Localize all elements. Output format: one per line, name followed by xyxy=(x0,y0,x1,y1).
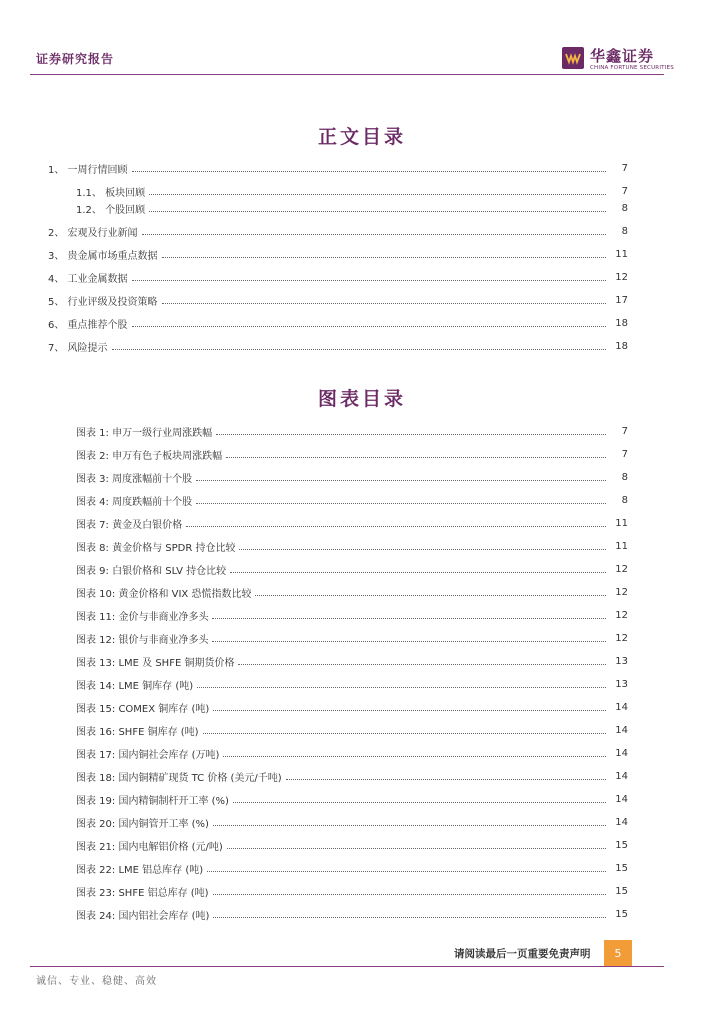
toc-entry-page: 12 xyxy=(615,586,628,598)
toc-entry-label: 图表 21: 国内电解铝价格 (元/吨) xyxy=(76,841,223,853)
toc-entry[interactable] xyxy=(76,468,628,486)
toc-entry[interactable] xyxy=(48,159,628,177)
toc-entry-label: 图表 1: 申万一级行业周涨跌幅 xyxy=(76,427,213,439)
toc-leader-dots xyxy=(227,848,606,849)
toc-entry[interactable] xyxy=(76,905,628,923)
toc-leader-dots xyxy=(186,526,606,527)
toc-leader-dots xyxy=(213,710,606,711)
toc-entry-page: 7 xyxy=(621,162,628,174)
toc-entry-page: 12 xyxy=(615,632,628,644)
toc-entry-page: 7 xyxy=(621,448,628,460)
toc-entry[interactable] xyxy=(76,491,628,509)
toc-leader-dots xyxy=(196,503,606,504)
toc-entry-label: 图表 18: 国内铜精矿现货 TC 价格 (美元/千吨) xyxy=(76,772,282,784)
toc-leader-dots xyxy=(213,917,606,918)
toc-entry-label: 图表 22: LME 铝总库存 (吨) xyxy=(76,864,204,876)
toc-leader-dots xyxy=(238,664,606,665)
toc-leader-dots xyxy=(213,825,606,826)
toc-entry-label: 1.2、 个股回顾 xyxy=(76,204,146,216)
toc-entry-page: 8 xyxy=(621,202,628,214)
toc-entry-label: 图表 7: 黄金及白银价格 xyxy=(76,519,183,531)
toc-entry-label: 3、 贵金属市场重点数据 xyxy=(48,250,158,262)
toc-leader-dots xyxy=(162,257,606,258)
toc-leader-dots xyxy=(223,756,606,757)
toc-entry[interactable] xyxy=(76,422,628,440)
toc-entry[interactable] xyxy=(76,537,628,555)
toc-entry-page: 14 xyxy=(615,724,628,736)
toc-leader-dots xyxy=(239,549,606,550)
figure-toc-title: 图表目录 xyxy=(317,388,406,410)
toc-entry-label: 图表 14: LME 铜库存 (吨) xyxy=(76,680,194,692)
toc-entry-label: 图表 16: SHFE 铜库存 (吨) xyxy=(76,726,199,738)
toc-leader-dots xyxy=(197,687,606,688)
toc-entry[interactable] xyxy=(76,675,628,693)
toc-leader-dots xyxy=(255,595,606,596)
toc-entry-label: 图表 24: 国内铝社会库存 (吨) xyxy=(76,910,210,922)
toc-entry-label: 图表 4: 周度跌幅前十个股 xyxy=(76,496,193,508)
toc-leader-dots xyxy=(226,457,606,458)
toc-leader-dots xyxy=(233,802,606,803)
toc-entry-label: 图表 17: 国内铜社会库存 (万吨) xyxy=(76,749,220,761)
toc-entry[interactable] xyxy=(76,859,628,877)
toc-entry-label: 图表 20: 国内铜管开工率 (%) xyxy=(76,818,209,830)
toc-entry-page: 13 xyxy=(615,678,628,690)
footer-strip xyxy=(392,940,632,966)
toc-entry-label: 图表 11: 金价与非商业净多头 xyxy=(76,611,209,623)
toc-entry-page: 8 xyxy=(621,471,628,483)
toc-leader-dots xyxy=(212,641,606,642)
toc-entry-page: 13 xyxy=(615,655,628,667)
toc-leader-dots xyxy=(196,480,606,481)
logo-mark-icon xyxy=(562,47,584,69)
toc-leader-dots xyxy=(203,733,606,734)
toc-entry[interactable] xyxy=(76,445,628,463)
header-divider xyxy=(30,74,664,75)
footer-divider xyxy=(30,966,664,967)
toc-leader-dots xyxy=(132,326,606,327)
toc-leader-dots xyxy=(213,894,606,895)
toc-entry-page: 14 xyxy=(615,770,628,782)
toc-entry-page: 14 xyxy=(615,701,628,713)
toc-entry[interactable] xyxy=(48,314,628,332)
toc-entry[interactable] xyxy=(76,514,628,532)
toc-entry-page: 18 xyxy=(615,317,628,329)
toc-entry-label: 图表 10: 黄金价格和 VIX 恐慌指数比较 xyxy=(76,588,252,600)
toc-entry-page: 17 xyxy=(615,294,628,306)
toc-entry-page: 15 xyxy=(615,908,628,920)
toc-entry-page: 14 xyxy=(615,816,628,828)
toc-entry-label: 7、 风险提示 xyxy=(48,342,108,354)
footer-motto: 诚信、专业、稳健、高效 xyxy=(36,976,157,987)
company-logo xyxy=(562,44,674,72)
toc-leader-dots xyxy=(112,349,606,350)
toc-entry-page: 15 xyxy=(615,862,628,874)
toc-entry-label: 图表 9: 白银价格和 SLV 持仓比较 xyxy=(76,565,227,577)
disclaimer-notice: 请阅读最后一页重要免责声明 xyxy=(454,948,591,960)
toc-entry-label: 2、 宏观及行业新闻 xyxy=(48,227,138,239)
toc-leader-dots xyxy=(162,303,606,304)
toc-entry-page: 18 xyxy=(615,340,628,352)
toc-entry-page: 12 xyxy=(615,271,628,283)
toc-leader-dots xyxy=(212,618,606,619)
toc-leader-dots xyxy=(132,171,606,172)
toc-entry-label: 4、 工业金属数据 xyxy=(48,273,128,285)
toc-entry-page: 11 xyxy=(615,517,628,529)
toc-leader-dots xyxy=(142,234,606,235)
toc-entry[interactable] xyxy=(76,790,628,808)
logo-text-en: CHINA FORTUNE SECURITIES xyxy=(590,65,674,71)
toc-entry-page: 15 xyxy=(615,885,628,897)
report-type-label: 证券研究报告 xyxy=(36,52,115,66)
toc-entry[interactable] xyxy=(76,813,628,831)
toc-entry-label: 图表 2: 申万有色子板块周涨跌幅 xyxy=(76,450,223,462)
toc-entry-label: 图表 19: 国内精铜制杆开工率 (%) xyxy=(76,795,229,807)
toc-entry-page: 7 xyxy=(621,425,628,437)
toc-entry[interactable] xyxy=(76,721,628,739)
toc-entry-page: 8 xyxy=(621,494,628,506)
page-number: 5 xyxy=(604,940,632,966)
logo-text-cn: 华鑫证券 xyxy=(590,47,655,65)
toc-leader-dots xyxy=(216,434,606,435)
toc-entry-label: 图表 8: 黄金价格与 SPDR 持仓比较 xyxy=(76,542,236,554)
toc-leader-dots xyxy=(132,280,606,281)
toc-entry-page: 7 xyxy=(621,185,628,197)
toc-entry[interactable] xyxy=(48,245,628,263)
toc-entry[interactable] xyxy=(76,882,628,900)
toc-entry-page: 11 xyxy=(615,540,628,552)
toc-entry-label: 图表 3: 周度涨幅前十个股 xyxy=(76,473,193,485)
toc-entry[interactable] xyxy=(76,560,628,578)
toc-entry[interactable] xyxy=(48,222,628,240)
toc-entry-label: 图表 15: COMEX 铜库存 (吨) xyxy=(76,703,210,715)
toc-entry-page: 12 xyxy=(615,609,628,621)
toc-entry-label: 图表 23: SHFE 铝总库存 (吨) xyxy=(76,887,209,899)
toc-entry-page: 8 xyxy=(621,225,628,237)
toc-entry-label: 1、 一周行情回顾 xyxy=(48,164,128,176)
toc-entry[interactable] xyxy=(76,629,628,647)
toc-entry-label: 1.1、 板块回顾 xyxy=(76,187,146,199)
toc-leader-dots xyxy=(149,194,606,195)
toc-leader-dots xyxy=(230,572,606,573)
toc-entry[interactable] xyxy=(76,652,628,670)
toc-entry-label: 5、 行业评级及投资策略 xyxy=(48,296,158,308)
toc-entry-page: 11 xyxy=(615,248,628,260)
toc-entry[interactable] xyxy=(48,291,628,309)
toc-entry-label: 6、 重点推荐个股 xyxy=(48,319,128,331)
toc-entry-label: 图表 13: LME 及 SHFE 铜期货价格 xyxy=(76,657,235,669)
toc-entry-label: 图表 12: 银价与非商业净多头 xyxy=(76,634,209,646)
toc-entry[interactable] xyxy=(76,583,628,601)
toc-leader-dots xyxy=(207,871,606,872)
toc-entry-page: 14 xyxy=(615,793,628,805)
text-toc-title: 正文目录 xyxy=(317,126,406,148)
toc-entry[interactable] xyxy=(48,337,628,355)
toc-entry-page: 14 xyxy=(615,747,628,759)
toc-leader-dots xyxy=(149,211,606,212)
toc-entry[interactable] xyxy=(76,698,628,716)
toc-entry[interactable] xyxy=(48,268,628,286)
toc-entry[interactable] xyxy=(76,182,628,200)
toc-entry[interactable] xyxy=(76,767,628,785)
toc-entry-page: 15 xyxy=(615,839,628,851)
toc-entry-page: 12 xyxy=(615,563,628,575)
toc-entry[interactable] xyxy=(76,199,628,217)
toc-leader-dots xyxy=(286,779,606,780)
toc-entry[interactable] xyxy=(76,836,628,854)
toc-entry[interactable] xyxy=(76,744,628,762)
toc-entry[interactable] xyxy=(76,606,628,624)
